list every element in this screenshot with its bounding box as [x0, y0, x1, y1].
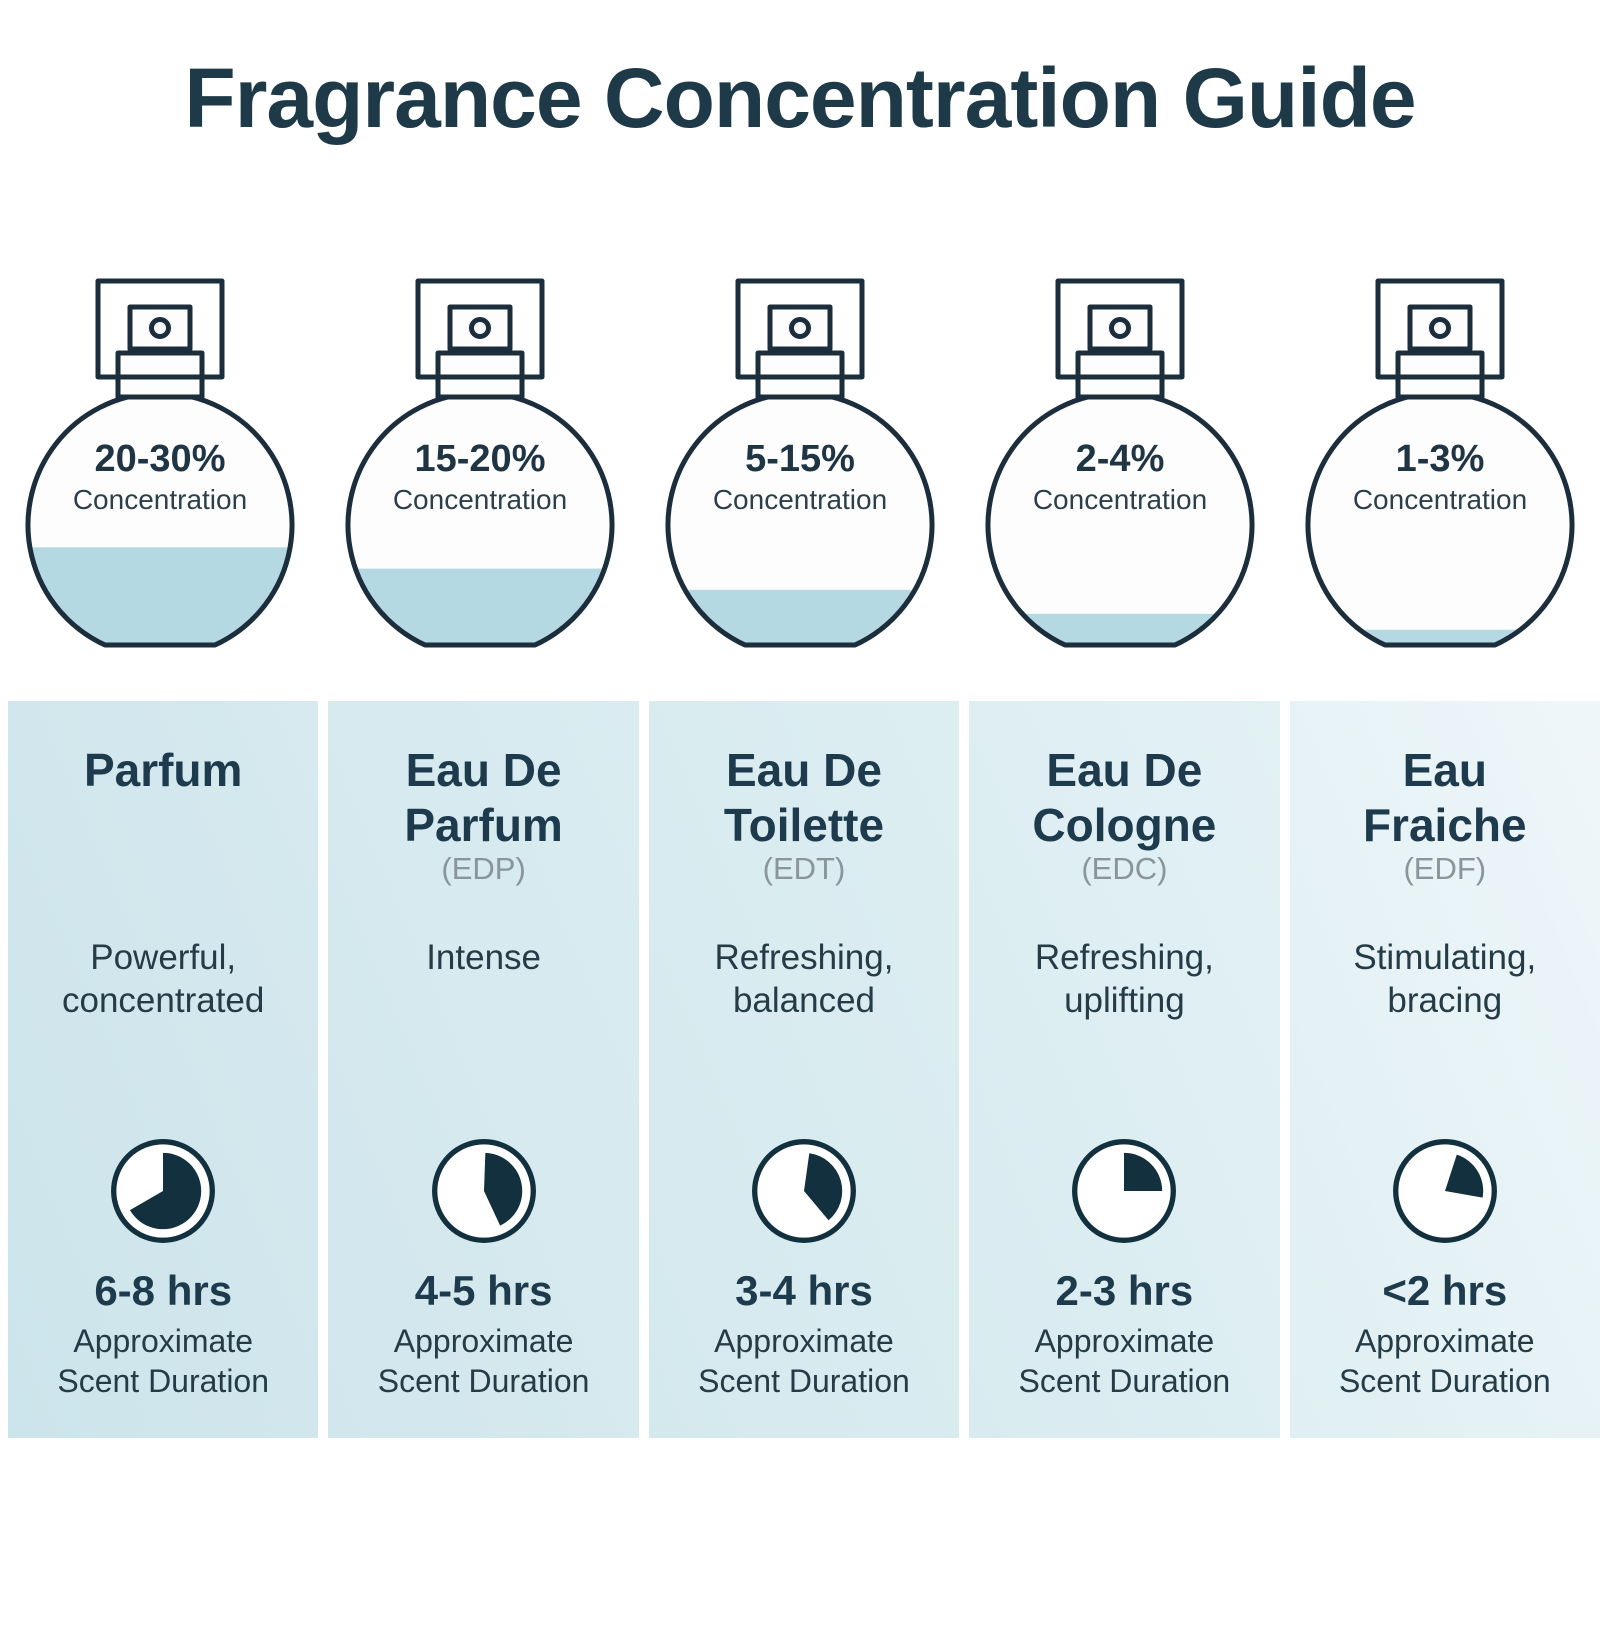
bottle-liquid-fill	[320, 569, 640, 663]
duration-clock-icon	[426, 1133, 542, 1249]
bottle-row	[0, 263, 1600, 663]
duration-clock-icon	[1066, 1133, 1182, 1249]
perfume-bottle-icon	[320, 263, 640, 663]
scent-duration-value: <2 hrs	[1382, 1267, 1508, 1314]
perfume-bottle-icon	[1280, 263, 1600, 663]
perfume-bottle-icon	[0, 263, 320, 663]
duration-clock-icon	[105, 1133, 221, 1249]
fragrance-acronym	[8, 851, 318, 906]
bottle-concentration-label: Concentration	[72, 484, 248, 515]
bottle-sprayer	[450, 307, 510, 349]
bottle-liquid-fill	[960, 614, 1280, 663]
scent-duration-value: 4-5 hrs	[414, 1267, 553, 1314]
fragrance-acronym: (EDC)	[1081, 851, 1168, 886]
scent-duration-value: 2-3 hrs	[1055, 1267, 1194, 1314]
fragrance-description: Refreshing, uplifting	[1034, 938, 1214, 1020]
fragrance-name: Eau De Toilette	[723, 744, 885, 851]
fragrance-description: Powerful, concentrated	[62, 938, 265, 1020]
bottle-concentration-range: 2-4%	[1075, 438, 1165, 480]
clock-wrap	[649, 1133, 959, 1249]
perfume-bottle-icon	[640, 263, 960, 663]
fragrance-name: Eau De Cologne	[1032, 744, 1217, 851]
scent-duration-note: Approximate Scent Duration	[1338, 1323, 1551, 1399]
fragrance-column	[1290, 701, 1600, 1438]
bottle-concentration-label: Concentration	[392, 484, 568, 515]
scent-duration-note: Approximate Scent Duration	[377, 1323, 590, 1399]
bottle-sprayer	[130, 307, 190, 349]
clock-wrap	[8, 1133, 318, 1249]
fragrance-description: Refreshing, balanced	[714, 938, 894, 1020]
bottle-concentration-label: Concentration	[1032, 484, 1208, 515]
bottle-concentration-range: 1-3%	[1395, 438, 1485, 480]
bottle-concentration-range: 20-30%	[94, 438, 226, 480]
bottle-sprayer	[770, 307, 830, 349]
fragrance-name: Eau Fraiche	[1362, 744, 1527, 851]
fragrance-column	[969, 701, 1279, 1438]
perfume-bottle-icon	[960, 263, 1280, 663]
clock-wrap	[969, 1133, 1279, 1249]
clock-wrap	[1290, 1133, 1600, 1249]
duration-clock-icon	[1387, 1133, 1503, 1249]
scent-duration-value: 3-4 hrs	[735, 1267, 873, 1314]
bottle-concentration-range: 15-20%	[414, 438, 546, 480]
fragrance-acronym: (EDP)	[441, 851, 526, 886]
bottle-concentration-label: Concentration	[712, 484, 888, 515]
fragrance-name: Eau De Parfum	[404, 744, 563, 851]
fragrance-acronym: (EDF)	[1403, 851, 1487, 886]
bottle-sprayer	[1410, 307, 1470, 349]
clock-wrap	[328, 1133, 638, 1249]
fragrance-column	[649, 701, 959, 1438]
fragrance-description: Stimulating, bracing	[1353, 938, 1537, 1020]
fragrance-name: Parfum	[83, 744, 243, 796]
fragrance-description: Intense	[426, 938, 541, 977]
page-title: Fragrance Concentration Guide	[184, 51, 1416, 145]
bottle-concentration-range: 5-15%	[745, 438, 855, 480]
bottle-concentration-label: Concentration	[1352, 484, 1528, 515]
scent-duration-value: 6-8 hrs	[94, 1267, 233, 1314]
scent-duration-note: Approximate Scent Duration	[57, 1323, 270, 1399]
bottle-liquid-fill	[640, 590, 960, 663]
fragrance-column	[8, 701, 318, 1438]
bottle-sprayer	[1090, 307, 1150, 349]
scent-duration-note: Approximate Scent Duration	[698, 1323, 910, 1399]
fragrance-acronym: (EDT)	[762, 851, 846, 886]
duration-clock-icon	[746, 1133, 862, 1249]
fragrance-column	[328, 701, 638, 1438]
info-columns	[0, 701, 1600, 1438]
scent-duration-note: Approximate Scent Duration	[1018, 1323, 1231, 1399]
